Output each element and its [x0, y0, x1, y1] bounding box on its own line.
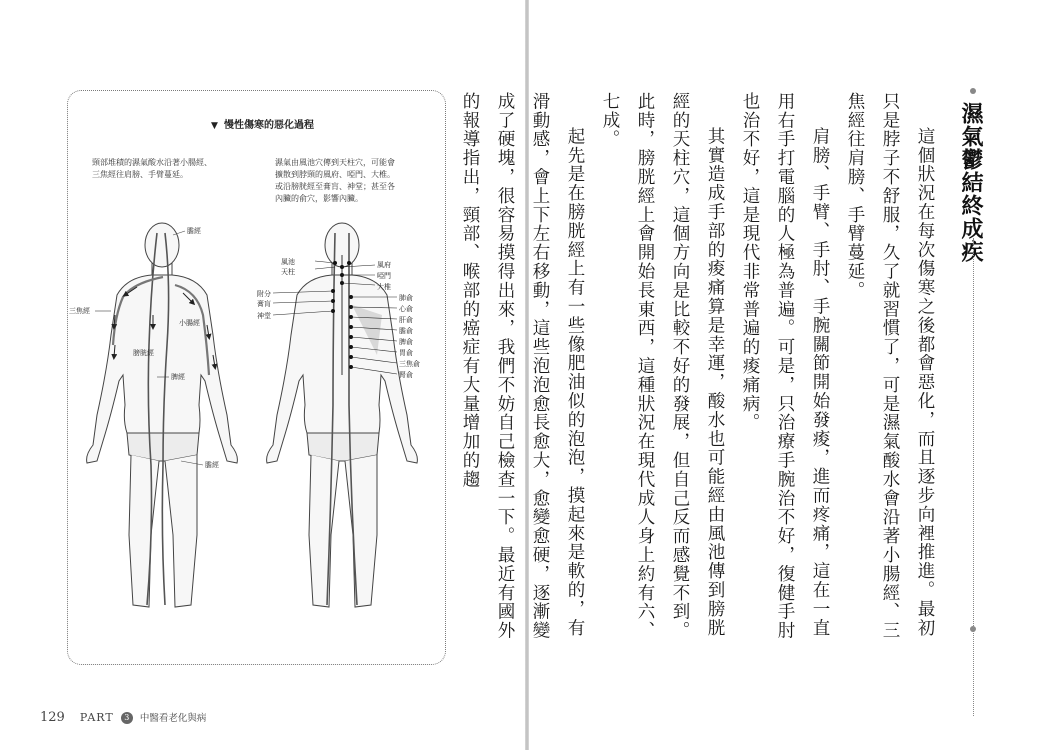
- bullet-dot-icon-bottom: [970, 626, 976, 632]
- figure-caption-left: 頸部堆積的濕氣酸水沿著小腸經、 三焦經往肩膀、手臂蔓延。: [92, 158, 212, 179]
- label-dazhui: 大椎: [377, 283, 391, 291]
- label-bladder-meridian: 膀胱經: [133, 349, 154, 357]
- label-shentang: 神堂: [257, 312, 271, 320]
- paragraph-2: 肩膀、手臂、手肘、手腕關節開始發痠，進而疼痛，這在一直用右手打電腦的人極為普遍。可是，只治療手腕治不好，復健手肘也治不好，這是現代非常普遍的痠痛病。: [740, 92, 830, 641]
- label-gallbladder-meridian-top: 膽經: [187, 227, 201, 235]
- label-fufen: 附分: [257, 290, 271, 298]
- label-shenshu: 腎俞: [399, 371, 413, 379]
- label-weishu: 胃俞: [399, 349, 413, 357]
- label-spleen-meridian: 脾經: [171, 373, 185, 381]
- label-gallbladder-meridian-lower: 膽經: [205, 461, 219, 469]
- paragraph-1: 這個狀況在每次傷寒之後都會惡化，而且逐步向裡推進。最初只是脖子不舒服，久了就習慣了，可是濕氣酸水會沿著小腸經、三焦經往肩膀、手臂蔓延。: [845, 92, 935, 641]
- label-small-intestine-meridian: 小腸經: [179, 319, 200, 327]
- figure-title-text: 慢性傷寒的惡化過程: [223, 120, 314, 131]
- section-heading: 濕氣鬱結終成疾: [958, 102, 983, 263]
- paragraph-4: 起先是在膀胱經上有一些像肥油似的泡泡，摸起來是軟的，有滑動感，會上下左右移動，這些泡泡愈長愈大，愈變愈硬，逐漸變成了硬塊，很容易摸得出來，我們不妨自己檢查一下。最近有國外的報導指出，頸部、喉部的癌症有大量增加的趨: [460, 92, 585, 641]
- bullet-dot-icon: [970, 88, 976, 94]
- paragraph-3: 其實造成手部的痠痛算是幸運，酸水也可能經由風池傳到膀胱經的天柱穴，這個方向是比較不好的發展，但自己反而感覺不到。此時，膀胱經上會開始長東西，這種狀況在現代成人身上約有六、七成。: [600, 92, 725, 641]
- figure-title: [0, 116, 525, 131]
- part-title: 中醫看老化與病: [139, 713, 207, 724]
- body-text: [460, 92, 942, 652]
- label-sanjiao-meridian: 三焦經: [69, 307, 90, 315]
- body-meridian-diagram: [67, 205, 447, 625]
- part-label: PART: [79, 711, 114, 724]
- label-danshu: 膽俞: [399, 327, 413, 335]
- label-fengfu: 風府: [377, 261, 391, 269]
- page-number: 129: [40, 710, 65, 725]
- part-number-badge: 3: [121, 712, 133, 724]
- label-feishu: 肺俞: [399, 294, 413, 302]
- label-pishu: 脾俞: [399, 338, 413, 346]
- figure-caption-right: 濕氣由風池穴傳到天柱穴，可能會 擴散到脖頸的風府、啞門、大椎。 或沿膀胱經至膏肓、神堂；甚至各 內臟的俞穴，影響內臟。: [275, 158, 395, 203]
- heading-dotted-rule: [973, 238, 974, 716]
- left-page: [0, 0, 525, 750]
- label-fengchi: 風池: [281, 258, 295, 266]
- section-heading-column: [953, 88, 993, 648]
- label-ganshu: 肝俞: [399, 316, 413, 324]
- label-yamen: 啞門: [377, 272, 391, 280]
- label-xinshu: 心俞: [399, 305, 413, 313]
- triangle-icon: ▼: [211, 121, 218, 131]
- label-sanjiaoshu: 三焦俞: [399, 360, 420, 368]
- label-tianzhu: 天柱: [281, 268, 295, 276]
- page-footer: [40, 706, 206, 725]
- label-gaohuang: 膏肓: [257, 300, 271, 308]
